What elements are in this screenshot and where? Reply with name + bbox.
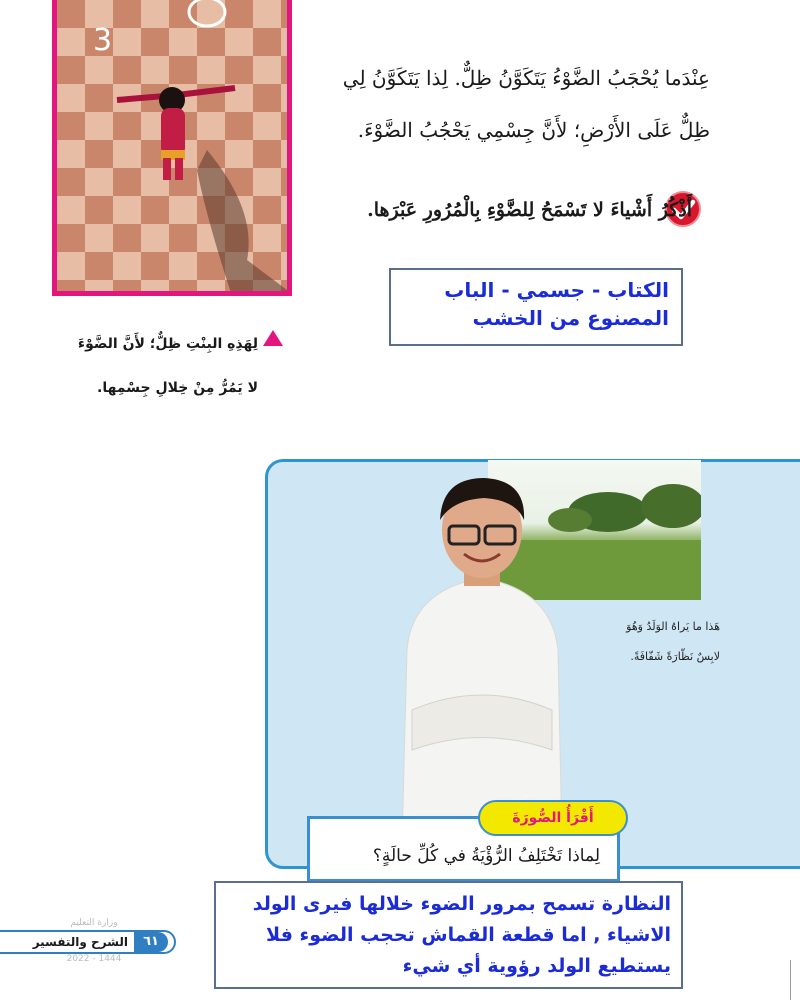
girl-shadow-photo [52,0,292,296]
caption-line: لابِسٌ نَظّارَةً شَفّافَةً. [630,650,720,663]
watermark-year: 2022 - 1444 [66,954,122,964]
page-number: ٦١ [134,932,168,952]
caption-line: لِهَذِهِ البِنْتِ ظِلٌّ؛ لأَنَّ الضَّوْءَ [77,336,258,352]
read-picture-tab: أَقْرَأُ الصُّورَةَ [478,800,628,836]
caption-triangle-icon [263,330,283,346]
answer-line: النظارة تسمح بمرور الضوء خلالها فيرى الولد [252,893,671,915]
svg-text:3: 3 [93,23,113,58]
photo-caption [18,322,258,410]
caption-line: هَذا ما يَراهُ الوَلَدُ وَهُوَ [626,620,720,633]
boy-photo [392,470,572,842]
paragraph-line: عِنْدَما يُحْجَبُ الضَّوْءُ يَتَكَوَّنُ ظِلٌّ. لِذا يَتَكَوَّنُ لِي [342,66,710,90]
answer-line: المصنوع من الخشب [472,306,669,330]
paragraph-line: ظِلٌّ عَلَى الأَرْضِ؛ لأَنَّ جِسْمِي يَحْجُبُ الضَّوْءَ. [357,118,710,142]
picture-question: لِماذا تَخْتَلِفُ الرُّؤْيَةُ في كُلِّ حالَةٍ؟ [372,846,600,866]
page-edge-mark [790,960,791,1000]
answer-box[interactable] [214,881,683,989]
answer-line: الكتاب - جسمي - الباب [444,278,669,302]
watermark-line: وزارة التعليم [70,918,118,928]
footer-section-label: الشرح والتفسير [32,935,128,949]
check-question: أَذْكُرُ أَشْياءَ لا تَسْمَحُ لِلضَّوْءِ بِالْمُرُورِ عَبْرَها. [367,199,692,221]
picture-caption [570,612,720,672]
answer-line: يستطيع الولد رؤوية أي شيء [402,955,671,977]
watermark [34,918,154,929]
caption-line: لا يَمُرُّ مِنْ خِلالِ جِسْمِها. [97,380,258,396]
answer-line: الاشياء , اما قطعة القماش تحجب الضوء فلا [266,924,671,946]
answer-box[interactable] [389,268,683,346]
